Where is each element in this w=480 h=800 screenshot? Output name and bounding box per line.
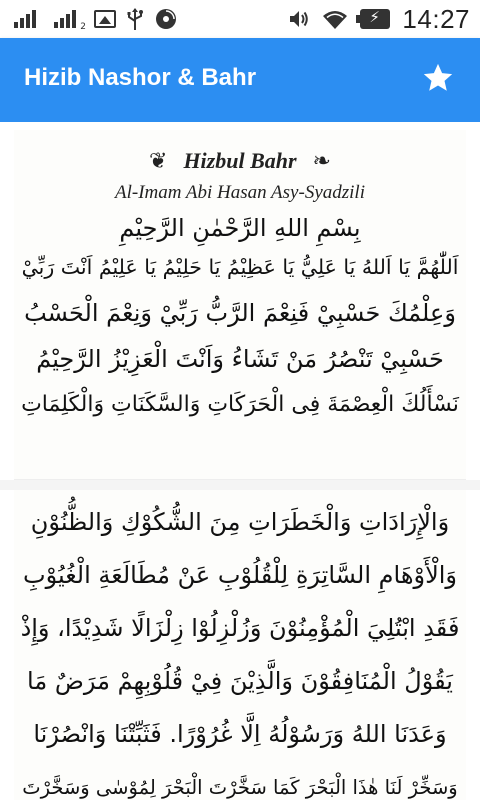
arabic-line: اَللّٰهُمَّ يَا اَللهُ يَا عَلِيُّ يَا عَظِيْمُ يَا حَلِيْمُ يَا عَلِيْمُ اَنْتَ رَبِّيْ <box>21 255 459 279</box>
app-bar <box>0 38 480 122</box>
document-title: Hizbul Bahr <box>183 148 297 173</box>
app-title: Hizib Nashor & Bahr <box>24 64 257 91</box>
document-viewer[interactable] <box>0 122 480 800</box>
document-header <box>14 130 466 204</box>
arabic-text-block-2 <box>14 496 466 800</box>
arabic-line: وَالْإِرَادَاتِ وَالْخَطَرَاتِ مِنَ الشُّكُوْكِ وَالظُّنُوْنِ <box>30 508 450 536</box>
clock: 14:27 <box>402 3 470 34</box>
status-right-icons <box>288 4 470 34</box>
arabic-line: وَالْأَوْهَامِ السَّاتِرَةِ لِلْقُلُوْبِ عَنْ مُطَالَعَةِ الْغُيُوْبِ <box>22 561 458 589</box>
signal-sub-label: 2 <box>80 22 86 32</box>
document-author: Al-Imam Abi Hasan Asy-Syadzili <box>115 182 365 203</box>
star-icon <box>421 61 455 95</box>
favorite-button[interactable] <box>418 58 458 98</box>
arabic-text-block-1 <box>14 244 466 428</box>
arabic-line: يَقُوْلُ الْمُنَافِقُوْنَ وَالَّذِيْنَ فِيْ قُلُوْبِهِمْ مَرَضٌ مَا <box>27 667 453 695</box>
ornament-left-icon: ❦ <box>149 148 168 174</box>
document-page-2 <box>14 490 466 800</box>
battery-icon <box>360 9 390 29</box>
signal-2-icon <box>54 8 84 30</box>
arabic-line: وَعَدَنَا اللهُ وَرَسُوْلُهُ اِلَّا غُرُوْرًا. فَثَبِّتْنَا وَانْصُرْنَا <box>33 720 447 748</box>
wifi-icon <box>322 8 348 30</box>
usb-icon <box>126 7 144 31</box>
image-icon <box>94 10 116 28</box>
basmala: بِسْمِ اللهِ الرَّحْمٰنِ الرَّحِيْمِ <box>119 214 361 242</box>
page-divider <box>0 480 480 490</box>
volume-icon <box>288 8 310 30</box>
arabic-line: وَسَخِّرْ لَنَا هٰذَا الْبَحْرَ كَمَا سَخَّرْتَ الْبَحْرَ لِمُوْسٰى وَسَخَّرْتَ <box>22 776 458 799</box>
arabic-line: حَسْبِيْ تَنْصُرُ مَنْ تَشَاءُ وَاَنْتَ الْعَزِيْزُ الرَّحِيْمُ <box>36 345 444 373</box>
ornament-right-icon: ❧ <box>312 148 331 174</box>
signal-icon <box>14 8 44 30</box>
arabic-line: وَعِلْمُكَ حَسْبِيْ فَنِعْمَ الرَّبُّ رَبِّيْ وَنِعْمَ الْحَسْبُ <box>24 299 456 327</box>
disc-icon <box>154 7 178 31</box>
status-bar <box>0 0 480 38</box>
arabic-line: فَقَدِ ابْتُلِيَ الْمُؤْمِنُوْنَ وَزُلْزِلُوْا زِلْزَالًا شَدِيْدًا، وَإِذْ <box>20 614 460 642</box>
document-page-1 <box>14 130 466 480</box>
arabic-line: نَسْأَلُكَ الْعِصْمَةَ فِى الْحَرَكَاتِ وَالسَّكَنَاتِ وَالْكَلِمَاتِ <box>21 392 459 417</box>
status-left-icons <box>14 6 178 32</box>
